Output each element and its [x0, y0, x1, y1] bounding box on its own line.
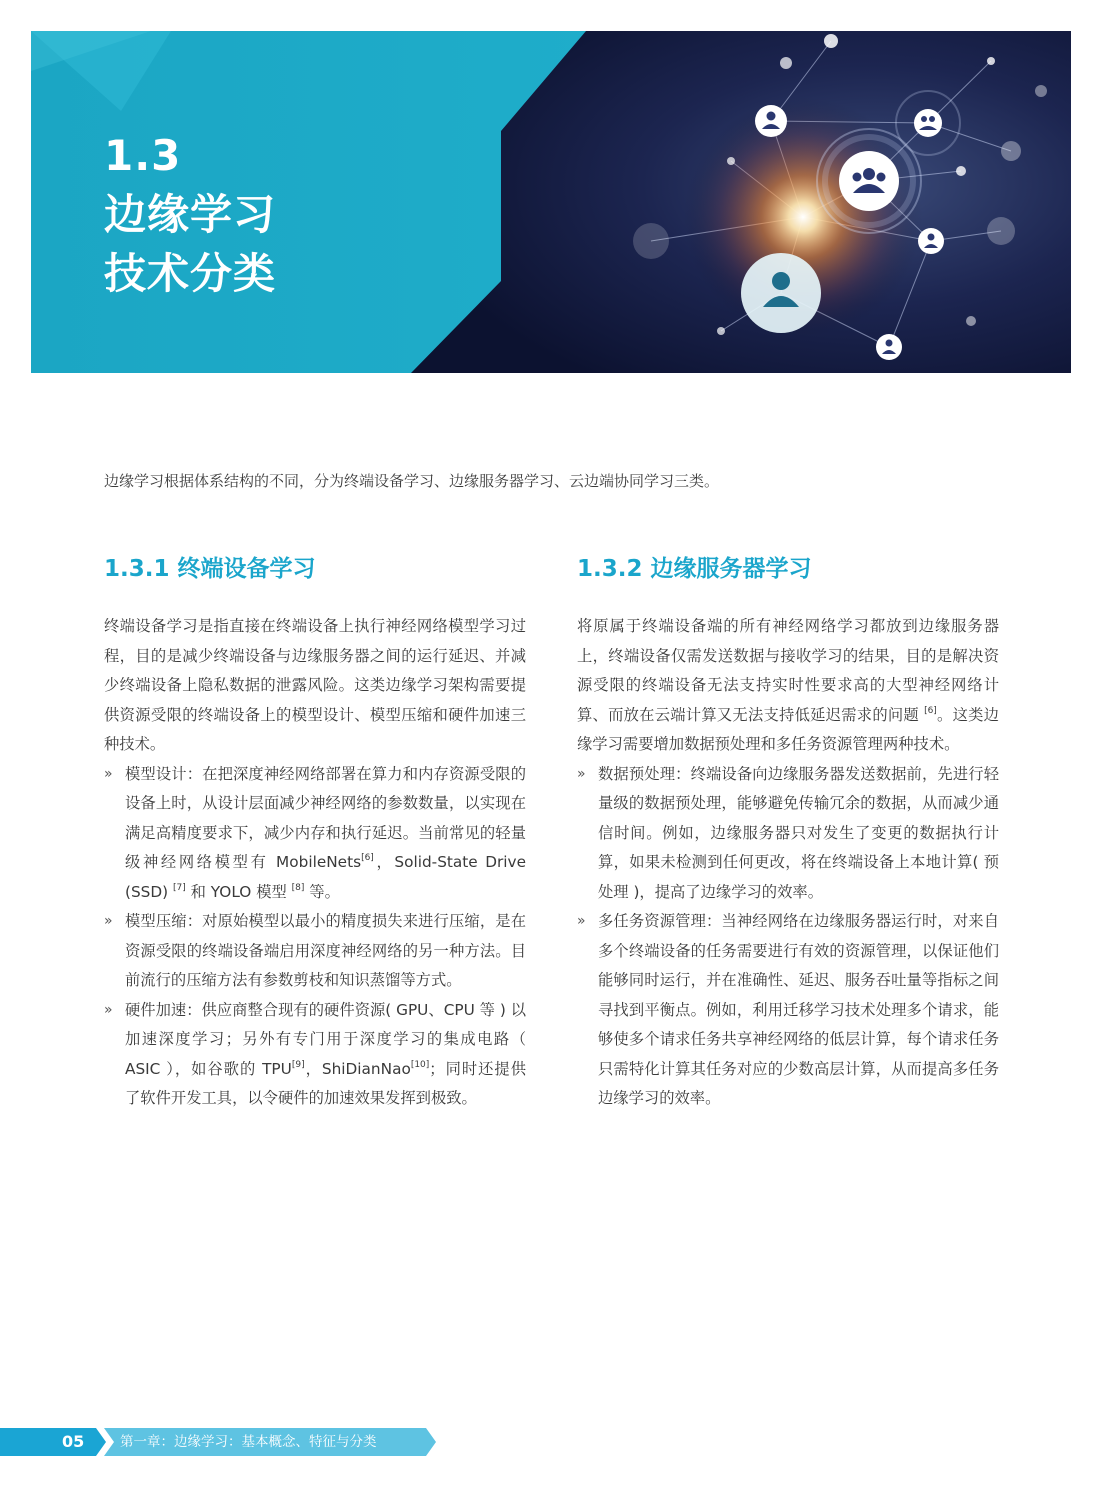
subsection-heading: 1.3.2 边缘服务器学习 — [577, 556, 812, 582]
bullet-item: » 数据预处理：终端设备向边缘服务器发送数据前，先进行轻量级的数据预处理，能够避免传输冗余的数据，从而减少通信时间。例如，边缘服务器只对发生了变更的数据执行计算，如果未检测到任何更改，将在终端设备上本地计算( 预处理 )，提高了边缘学习的效率。 — [577, 760, 999, 908]
bullet-list — [104, 760, 526, 1114]
section-number: 1.3 — [104, 131, 182, 180]
citation: [6] — [924, 705, 937, 716]
bullet-item: » 模型压缩：对原始模型以最小的精度损失来进行压缩，是在资源受限的终端设备端启用深度神经网络的另一种方法。目前流行的压缩方法有参数剪枝和知识蒸馏等方式。 — [104, 907, 526, 996]
user-node-icon — [918, 228, 944, 254]
body-paragraph: 将原属于终端设备端的所有神经网络学习都放到边缘服务器上，终端设备仅需发送数据与接收学习的结果，目的是解决资源受限的终端设备无法支持实时性要求高的大型神经网络计算、而放在云端计算又无法支持低延迟需求的问题 [6]。这类边缘学习需要增加数据预处理和多任务资源管理两种技术。 — [577, 617, 999, 753]
citation: [8] — [291, 882, 305, 893]
intro-paragraph: 边缘学习根据体系结构的不同，分为终端设备学习、边缘服务器学习、云边端协同学习三类。 — [104, 472, 720, 490]
bullet-list — [577, 760, 999, 1114]
citation: [9] — [291, 1059, 305, 1070]
subsection-heading: 1.3.1 终端设备学习 — [104, 556, 316, 582]
group-node-icon — [839, 151, 899, 211]
bullet-item: » 多任务资源管理：当神经网络在边缘服务器运行时，对来自多个终端设备的任务需要进行有效的资源管理，以保证他们能够同时运行，并在准确性、延迟、服务吞吐量等指标之间寻找到平衡点。例如，利用迁移学习技术处理多个请求，能够使多个请求任务共享神经网络的低层计算，每个请求任务只需特化计算其任务对应的少数高层计算，从而提高多任务边缘学习的效率。 — [577, 907, 999, 1114]
section-title — [104, 126, 276, 303]
bullet-marker: » — [577, 913, 586, 929]
user-node-icon — [741, 253, 821, 333]
user-node-icon — [755, 105, 787, 137]
page-footer — [0, 1428, 440, 1456]
bullet-item: » 模型设计：在把深度神经网络部署在算力和内存资源受限的设备上时，从设计层面减少神经网络的参数数量，以实现在满足高精度要求下，减少内存和执行延迟。当前常见的轻量级神经网络模型有 MobileNets[6]，Solid-State Drive (SSD) [7] 和 YOLO 模型 [8] 等。 — [104, 760, 526, 908]
bullet-marker: » — [577, 765, 586, 782]
citation: [10] — [410, 1059, 430, 1070]
section-title-line-1: 边缘学习 — [104, 190, 277, 239]
bullet-item: » 硬件加速：供应商整合现有的硬件资源( GPU、CPU 等 ) 以加速深度学习；另外有专门用于深度学习的集成电路（ ASIC ），如谷歌的 TPU[9]，ShiDianNao[10]；同时还提供了软件开发工具，以令硬件的加速效果发挥到极致。 — [104, 996, 526, 1114]
right-column — [577, 552, 999, 1114]
page-number: 05 — [62, 1432, 85, 1451]
bullet-marker: » — [104, 765, 113, 782]
section-title-line-2: 技术分类 — [104, 249, 277, 298]
user-node-icon — [876, 334, 902, 360]
left-column — [104, 552, 526, 1114]
citation: [6] — [361, 853, 374, 863]
citation: [7] — [173, 882, 186, 893]
hero-banner — [31, 31, 1071, 373]
chapter-title: 第一章：边缘学习：基本概念、特征与分类 — [120, 1434, 377, 1450]
bullet-marker: » — [104, 913, 113, 929]
user-node-icon — [914, 109, 942, 137]
body-paragraph: 终端设备学习是指直接在终端设备上执行神经网络模型学习过程，目的是减少终端设备与边缘服务器之间的运行延迟、并减少终端设备上隐私数据的泄露风险。这类边缘学习架构需要提供资源受限的终端设备上的模型设计、模型压缩和硬件加速三种技术。 — [104, 617, 526, 753]
bullet-marker: » — [104, 1001, 113, 1018]
